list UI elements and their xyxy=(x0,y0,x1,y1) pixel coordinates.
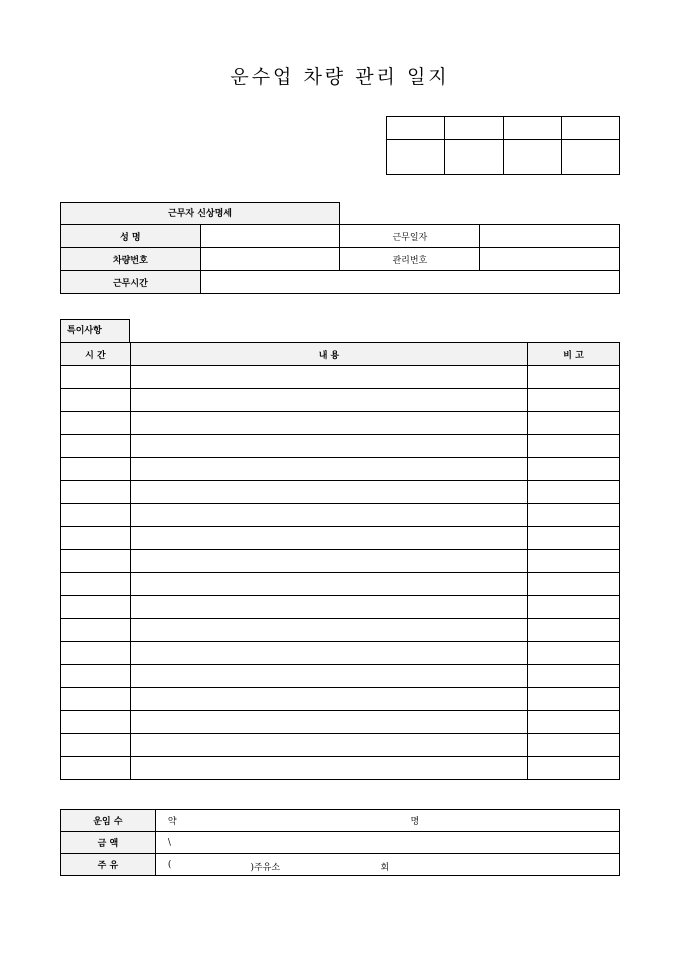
worker-info-table xyxy=(60,224,620,294)
approval-box xyxy=(386,116,620,175)
table-row xyxy=(61,665,620,688)
table-row xyxy=(61,688,620,711)
notes-section-label: 특이사항 xyxy=(60,319,130,343)
content-cell[interactable] xyxy=(130,688,527,711)
remarks-cell[interactable] xyxy=(528,642,620,665)
remarks-cell[interactable] xyxy=(528,389,620,412)
time-cell[interactable] xyxy=(61,504,131,527)
time-header: 시 간 xyxy=(61,343,131,366)
time-cell[interactable] xyxy=(61,711,131,734)
passenger-count-unit: 명 xyxy=(410,817,420,827)
approval-sign-cell[interactable] xyxy=(561,140,619,175)
fuel-label: 주 유 xyxy=(61,854,156,876)
passenger-count-field[interactable] xyxy=(155,810,619,832)
time-cell[interactable] xyxy=(61,596,131,619)
currency-symbol: \ xyxy=(167,837,171,848)
passenger-count-label: 운임 수 xyxy=(61,810,156,832)
time-cell[interactable] xyxy=(61,665,131,688)
worker-info-section-label: 근무자 신상명세 xyxy=(60,202,340,225)
table-row xyxy=(61,573,620,596)
time-cell[interactable] xyxy=(61,688,131,711)
table-row xyxy=(61,458,620,481)
amount-field[interactable] xyxy=(155,832,619,854)
approval-sign-cell[interactable] xyxy=(387,140,445,175)
fuel-open-paren: ( xyxy=(167,859,172,870)
work-date-field[interactable] xyxy=(480,225,620,248)
name-field[interactable] xyxy=(200,225,340,248)
time-cell[interactable] xyxy=(61,389,131,412)
content-cell[interactable] xyxy=(130,573,527,596)
content-header: 내 용 xyxy=(130,343,527,366)
time-cell[interactable] xyxy=(61,366,131,389)
remarks-cell[interactable] xyxy=(528,550,620,573)
time-cell[interactable] xyxy=(61,458,131,481)
fuel-field[interactable] xyxy=(155,854,619,876)
content-cell[interactable] xyxy=(130,596,527,619)
content-cell[interactable] xyxy=(130,642,527,665)
table-row xyxy=(61,734,620,757)
notes-rows xyxy=(61,366,620,780)
vehicle-number-field[interactable] xyxy=(200,248,340,271)
management-number-label: 관리번호 xyxy=(340,248,480,271)
remarks-cell[interactable] xyxy=(528,757,620,780)
remarks-cell[interactable] xyxy=(528,665,620,688)
time-cell[interactable] xyxy=(61,619,131,642)
vehicle-number-label: 차량번호 xyxy=(61,248,201,271)
remarks-cell[interactable] xyxy=(528,711,620,734)
content-cell[interactable] xyxy=(130,389,527,412)
time-cell[interactable] xyxy=(61,550,131,573)
remarks-cell[interactable] xyxy=(528,412,620,435)
fuel-station-label: )주유소 xyxy=(250,862,281,873)
content-cell[interactable] xyxy=(130,435,527,458)
content-cell[interactable] xyxy=(130,711,527,734)
work-hours-field[interactable] xyxy=(200,271,619,294)
fuel-times-label: 회 xyxy=(380,862,390,873)
remarks-cell[interactable] xyxy=(528,366,620,389)
table-row xyxy=(61,596,620,619)
content-cell[interactable] xyxy=(130,665,527,688)
content-cell[interactable] xyxy=(130,412,527,435)
remarks-cell[interactable] xyxy=(528,458,620,481)
work-hours-label: 근무시간 xyxy=(61,271,201,294)
table-row xyxy=(61,757,620,780)
approval-sign-cell[interactable] xyxy=(445,140,503,175)
table-row xyxy=(61,389,620,412)
summary-table xyxy=(60,809,620,876)
table-row xyxy=(61,642,620,665)
content-cell[interactable] xyxy=(130,527,527,550)
content-cell[interactable] xyxy=(130,481,527,504)
content-cell[interactable] xyxy=(130,550,527,573)
table-row xyxy=(61,366,620,389)
remarks-cell[interactable] xyxy=(528,573,620,596)
content-cell[interactable] xyxy=(130,366,527,389)
content-cell[interactable] xyxy=(130,619,527,642)
document-title: 운수업 차량 관리 일지 xyxy=(230,66,450,88)
remarks-cell[interactable] xyxy=(528,688,620,711)
time-cell[interactable] xyxy=(61,527,131,550)
management-number-field[interactable] xyxy=(480,248,620,271)
content-cell[interactable] xyxy=(130,458,527,481)
table-row xyxy=(61,550,620,573)
notes-table xyxy=(60,342,620,780)
remarks-cell[interactable] xyxy=(528,734,620,757)
time-cell[interactable] xyxy=(61,573,131,596)
time-cell[interactable] xyxy=(61,412,131,435)
remarks-cell[interactable] xyxy=(528,504,620,527)
time-cell[interactable] xyxy=(61,757,131,780)
approval-header-cell xyxy=(503,117,561,140)
approval-header-cell xyxy=(561,117,619,140)
remarks-cell[interactable] xyxy=(528,481,620,504)
table-row xyxy=(61,619,620,642)
content-cell[interactable] xyxy=(130,504,527,527)
content-cell[interactable] xyxy=(130,734,527,757)
table-row xyxy=(61,527,620,550)
remarks-cell[interactable] xyxy=(528,435,620,458)
table-row xyxy=(61,412,620,435)
passenger-count-prefix: 약 xyxy=(167,817,177,827)
approval-header-cell xyxy=(387,117,445,140)
work-date-label: 근무일자 xyxy=(340,225,480,248)
table-row xyxy=(61,481,620,504)
remarks-cell[interactable] xyxy=(528,527,620,550)
time-cell[interactable] xyxy=(61,734,131,757)
time-cell[interactable] xyxy=(61,481,131,504)
time-cell[interactable] xyxy=(61,435,131,458)
amount-label: 금 액 xyxy=(61,832,156,854)
time-cell[interactable] xyxy=(61,642,131,665)
name-label: 성 명 xyxy=(61,225,201,248)
remarks-cell[interactable] xyxy=(528,596,620,619)
remarks-header: 비 고 xyxy=(528,343,620,366)
table-row xyxy=(61,504,620,527)
table-row xyxy=(61,435,620,458)
approval-header-cell xyxy=(445,117,503,140)
remarks-cell[interactable] xyxy=(528,619,620,642)
content-cell[interactable] xyxy=(130,757,527,780)
table-row xyxy=(61,711,620,734)
approval-sign-cell[interactable] xyxy=(503,140,561,175)
